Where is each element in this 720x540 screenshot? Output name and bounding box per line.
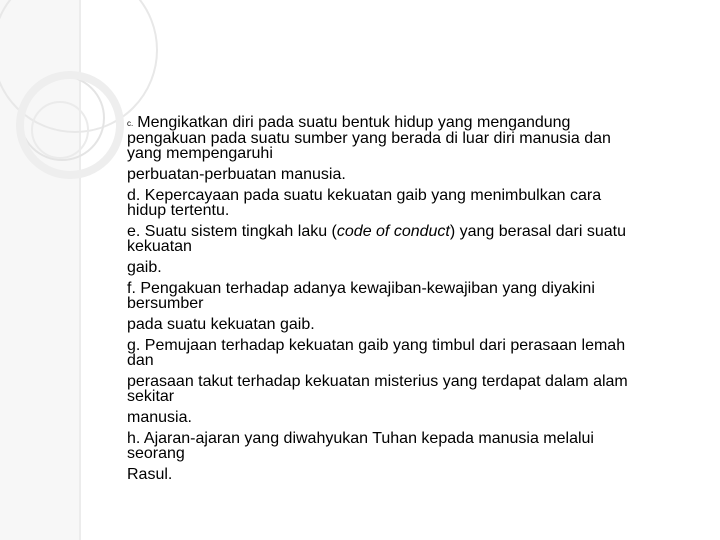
text-line: d. Kepercayaan pada suatu kekuatan gaib yang menimbulkan cara	[127, 187, 602, 204]
list-marker: c.	[127, 119, 134, 128]
text-line: h. Ajaran-ajaran yang diwahyukan Tuhan kepada manusia melalui	[127, 430, 594, 447]
text-line: manusia.	[127, 409, 192, 426]
text-line-content: Mengikatkan diri pada suatu bentuk hidup yang mengandung	[137, 114, 571, 131]
text-line-content: e. Suatu sistem tingkah laku (	[127, 223, 337, 240]
text-line: dan	[127, 352, 154, 369]
text-line: seorang	[127, 445, 185, 462]
text-line: pengakuan pada suatu sumber yang berada di luar diri manusia dan	[127, 130, 611, 147]
text-line: bersumber	[127, 295, 204, 312]
text-line: kekuatan	[127, 238, 192, 255]
text-line-content: ) yang berasal dari suatu	[449, 223, 626, 240]
text-line: g. Pemujaan terhadap kekuatan gaib yang timbul dari perasaan lemah	[127, 337, 626, 354]
text-line: sekitar	[127, 388, 175, 405]
text-line: f. Pengakuan terhadap adanya kewajiban-kewajiban yang diyakini	[127, 280, 595, 297]
text-line	[127, 115, 702, 131]
text-line: hidup tertentu.	[127, 202, 230, 219]
text-line: perbuatan-perbuatan manusia.	[127, 166, 346, 183]
italic-term: code of conduct	[336, 223, 450, 240]
text-line: Rasul.	[127, 466, 173, 483]
text-line	[127, 224, 702, 239]
text-body	[127, 115, 702, 482]
text-line: perasaan takut terhadap kekuatan misterius yang terdapat dalam alam	[127, 373, 628, 390]
text-line: gaib.	[127, 259, 162, 276]
text-line: pada suatu kekuatan gaib.	[127, 316, 315, 333]
text-line: yang mempengaruhi	[127, 145, 273, 162]
